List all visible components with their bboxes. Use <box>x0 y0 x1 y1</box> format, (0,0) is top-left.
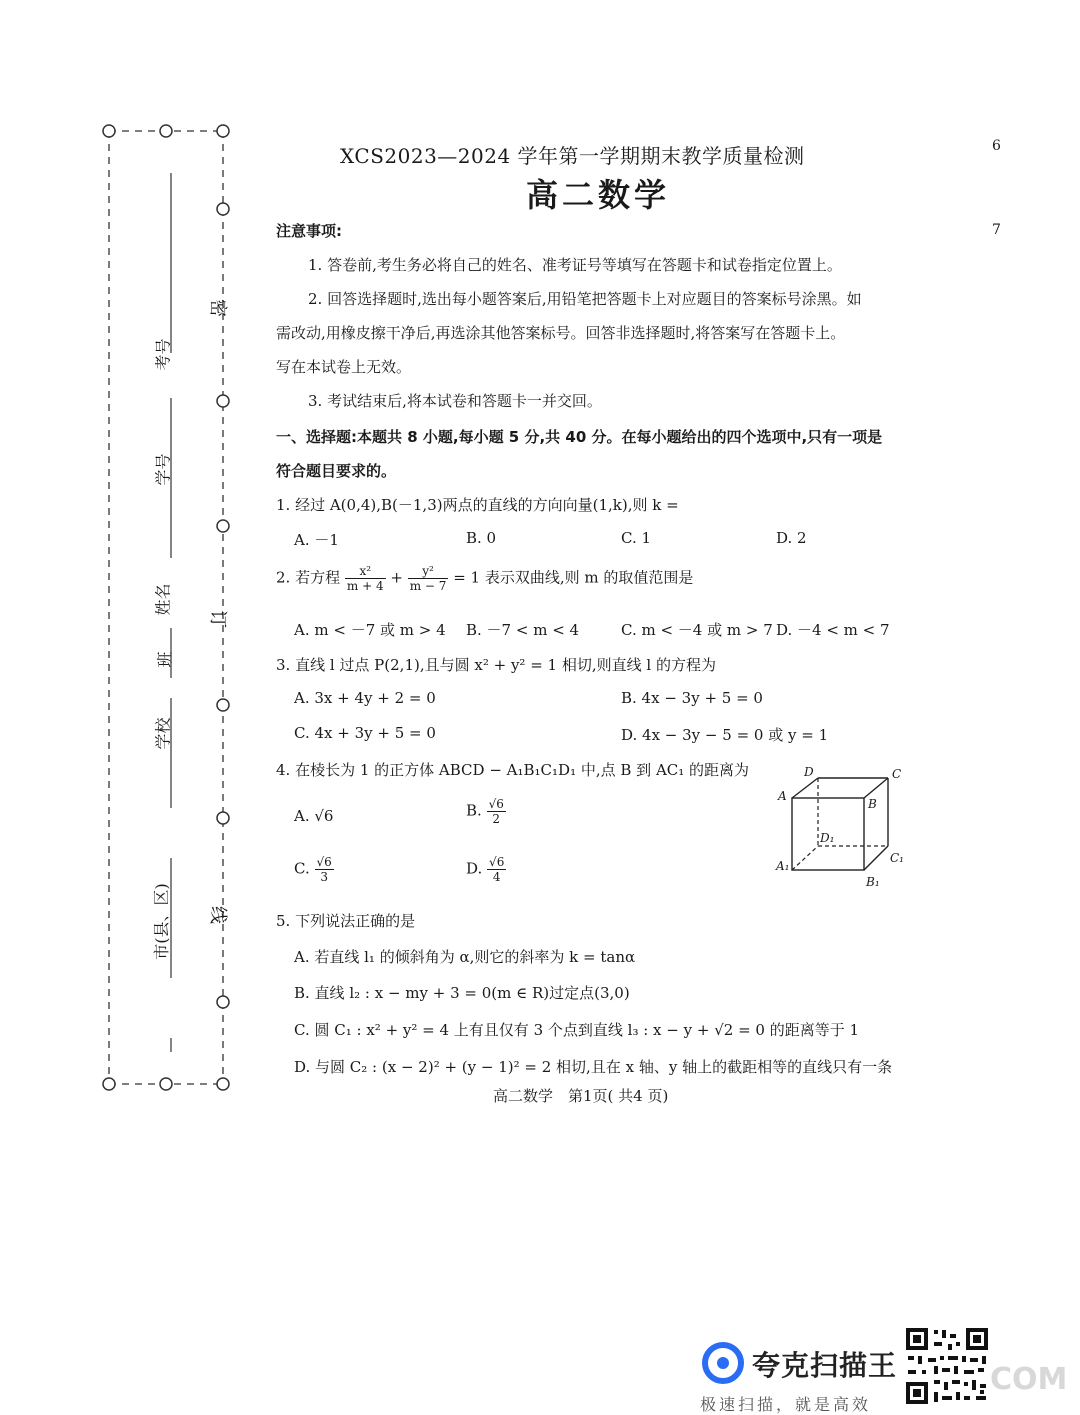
q5-option-b: B. 直线 l₂ : x − my + 3 = 0(m ∈ R)过定点(3,0) <box>294 984 630 1002</box>
watermark-corner-text: COM <box>990 1362 1068 1397</box>
cube-label-D: D <box>804 765 814 779</box>
notice-item-3: 3. 考试结束后,将本试卷和答题卡一并交回。 <box>308 392 602 410</box>
q2-stem-prefix: 2. 若方程 <box>276 568 341 587</box>
brand-name: 夸克扫描王 <box>752 1349 898 1382</box>
q4-option-d <box>466 855 506 884</box>
question-5: 5. 下列说法正确的是 <box>276 912 416 930</box>
cube-label-D1: D₁ <box>820 831 835 845</box>
cube-label-C: C <box>892 767 902 781</box>
q1-option-d: D. 2 <box>776 529 807 547</box>
q5-option-a: A. 若直线 l₁ 的倾斜角为 α,则它的斜率为 k = tanα <box>294 948 636 966</box>
q2-option-b: B. －7 < m < 4 <box>466 621 580 639</box>
q2-option-a: A. m < －7 或 m > 4 <box>294 621 446 639</box>
question-3: 3. 直线 l 过点 P(2,1),且与圆 x² + y² = 1 相切,则直线 l 的方程为 <box>276 656 716 674</box>
brand-slogan: 极速扫描，就是高效 <box>700 1395 872 1414</box>
q2-fraction-2 <box>408 564 449 593</box>
cube-label-B1: B₁ <box>866 875 880 889</box>
question-4: 4. 在棱长为 1 的正方体 ABCD − A₁B₁C₁D₁ 中,点 B 到 AC₁ 的距离为 <box>276 761 750 779</box>
q3-option-d: D. 4x − 3y − 5 = 0 或 y = 1 <box>621 726 829 744</box>
q2-plus: + <box>390 568 403 587</box>
brand-logo-icon <box>700 1340 746 1386</box>
notice-item-2-cont: 需改动,用橡皮擦干净后,再选涂其他答案标号。回答非选择题时,将答案写在答题卡上。 <box>276 324 846 342</box>
side-number-7: 7 <box>992 222 1001 238</box>
margin-label-school: 学校 <box>153 717 173 750</box>
notice-item-2-end: 写在本试卷上无效。 <box>276 358 412 376</box>
margin-glyph-line: 线 <box>207 906 228 924</box>
q4-option-a: A. √6 <box>294 807 334 825</box>
margin-glyph-bind: 订 <box>207 610 228 628</box>
q3-option-c: C. 4x + 3y + 5 = 0 <box>294 724 436 742</box>
margin-label-student-number: 学号 <box>153 453 173 486</box>
q4-option-b-label: B. <box>466 801 482 820</box>
q4-option-c <box>294 855 334 884</box>
margin-label-exam-number: 考号 <box>153 338 173 371</box>
q1-option-a: A. －1 <box>294 531 339 549</box>
q4-b-num: √6 <box>488 797 504 811</box>
qr-code-icon <box>904 1326 990 1406</box>
q4-c-num: √6 <box>316 855 332 869</box>
q1-option-b: B. 0 <box>466 529 497 547</box>
q2-frac1-den: m + 4 <box>346 579 384 593</box>
q4-b-den: 2 <box>492 812 501 826</box>
notice-title: 注意事项: <box>276 222 342 240</box>
cube-label-A: A <box>778 789 787 803</box>
q4-option-b-fraction <box>487 797 506 826</box>
subject-title: 高二数学 <box>526 176 671 214</box>
q4-option-d-fraction <box>487 855 506 884</box>
q2-option-c: C. m < －4 或 m > 7 <box>621 621 773 639</box>
q3-option-a: A. 3x + 4y + 2 = 0 <box>294 689 436 707</box>
cube-label-C1: C₁ <box>890 851 904 865</box>
q2-frac2-den: m − 7 <box>409 579 447 593</box>
page-footer: 高二数学 第1页( 共4 页) <box>493 1087 669 1105</box>
q3-option-b: B. 4x − 3y + 5 = 0 <box>621 689 763 707</box>
q4-d-num: √6 <box>489 855 505 869</box>
q2-frac2-num: y² <box>408 564 449 579</box>
section-heading-cont: 符合题目要求的。 <box>276 462 397 480</box>
q5-option-c: C. 圆 C₁ : x² + y² = 4 上有且仅有 3 个点到直线 l₃ : x − y + √2 = 0 的距离等于 1 <box>294 1021 860 1039</box>
notice-item-2: 2. 回答选择题时,选出每小题答案后,用铅笔把答题卡上对应题目的答案标号涂黑。如 <box>308 290 862 308</box>
question-1: 1. 经过 A(0,4),B(－1,3)两点的直线的方向向量(1,k),则 k = <box>276 496 679 514</box>
q4-option-c-fraction <box>315 855 334 884</box>
q1-option-c: C. 1 <box>621 529 652 547</box>
cube-label-B: B <box>868 797 877 811</box>
question-2 <box>276 564 693 593</box>
q2-fraction-1 <box>345 564 386 593</box>
q2-frac1-num: x² <box>345 564 386 579</box>
q4-d-den: 4 <box>492 870 501 884</box>
q4-option-b <box>466 797 506 826</box>
q4-c-den: 3 <box>320 870 328 884</box>
q2-option-d: D. －4 < m < 7 <box>776 621 890 639</box>
exam-name: XCS2023—2024 学年第一学期期末教学质量检测 <box>340 144 805 168</box>
cube-figure <box>770 762 920 892</box>
margin-label-city: 市(县、区) <box>151 883 171 960</box>
cube-label-A1: A₁ <box>776 859 790 873</box>
margin-label-class: 班 <box>155 651 175 668</box>
margin-label-name: 姓名 <box>153 583 173 616</box>
q5-option-d: D. 与圆 C₂ : (x − 2)² + (y − 1)² = 2 相切,且在 x 轴、y 轴上的截距相等的直线只有一条 <box>294 1058 893 1076</box>
q2-stem-suffix: = 1 表示双曲线,则 m 的取值范围是 <box>453 568 694 587</box>
side-number-6: 6 <box>992 138 1001 154</box>
section-heading: 一、选择题:本题共 8 小题,每小题 5 分,共 40 分。在每小题给出的四个选项中,只有一项是 <box>276 428 883 446</box>
notice-item-1: 1. 答卷前,考生务必将自己的姓名、准考证号等填写在答题卡和试卷指定位置上。 <box>308 256 842 274</box>
q4-option-d-label: D. <box>466 859 483 878</box>
q4-option-c-label: C. <box>294 859 310 878</box>
margin-glyph-seal: 密 <box>207 299 228 317</box>
